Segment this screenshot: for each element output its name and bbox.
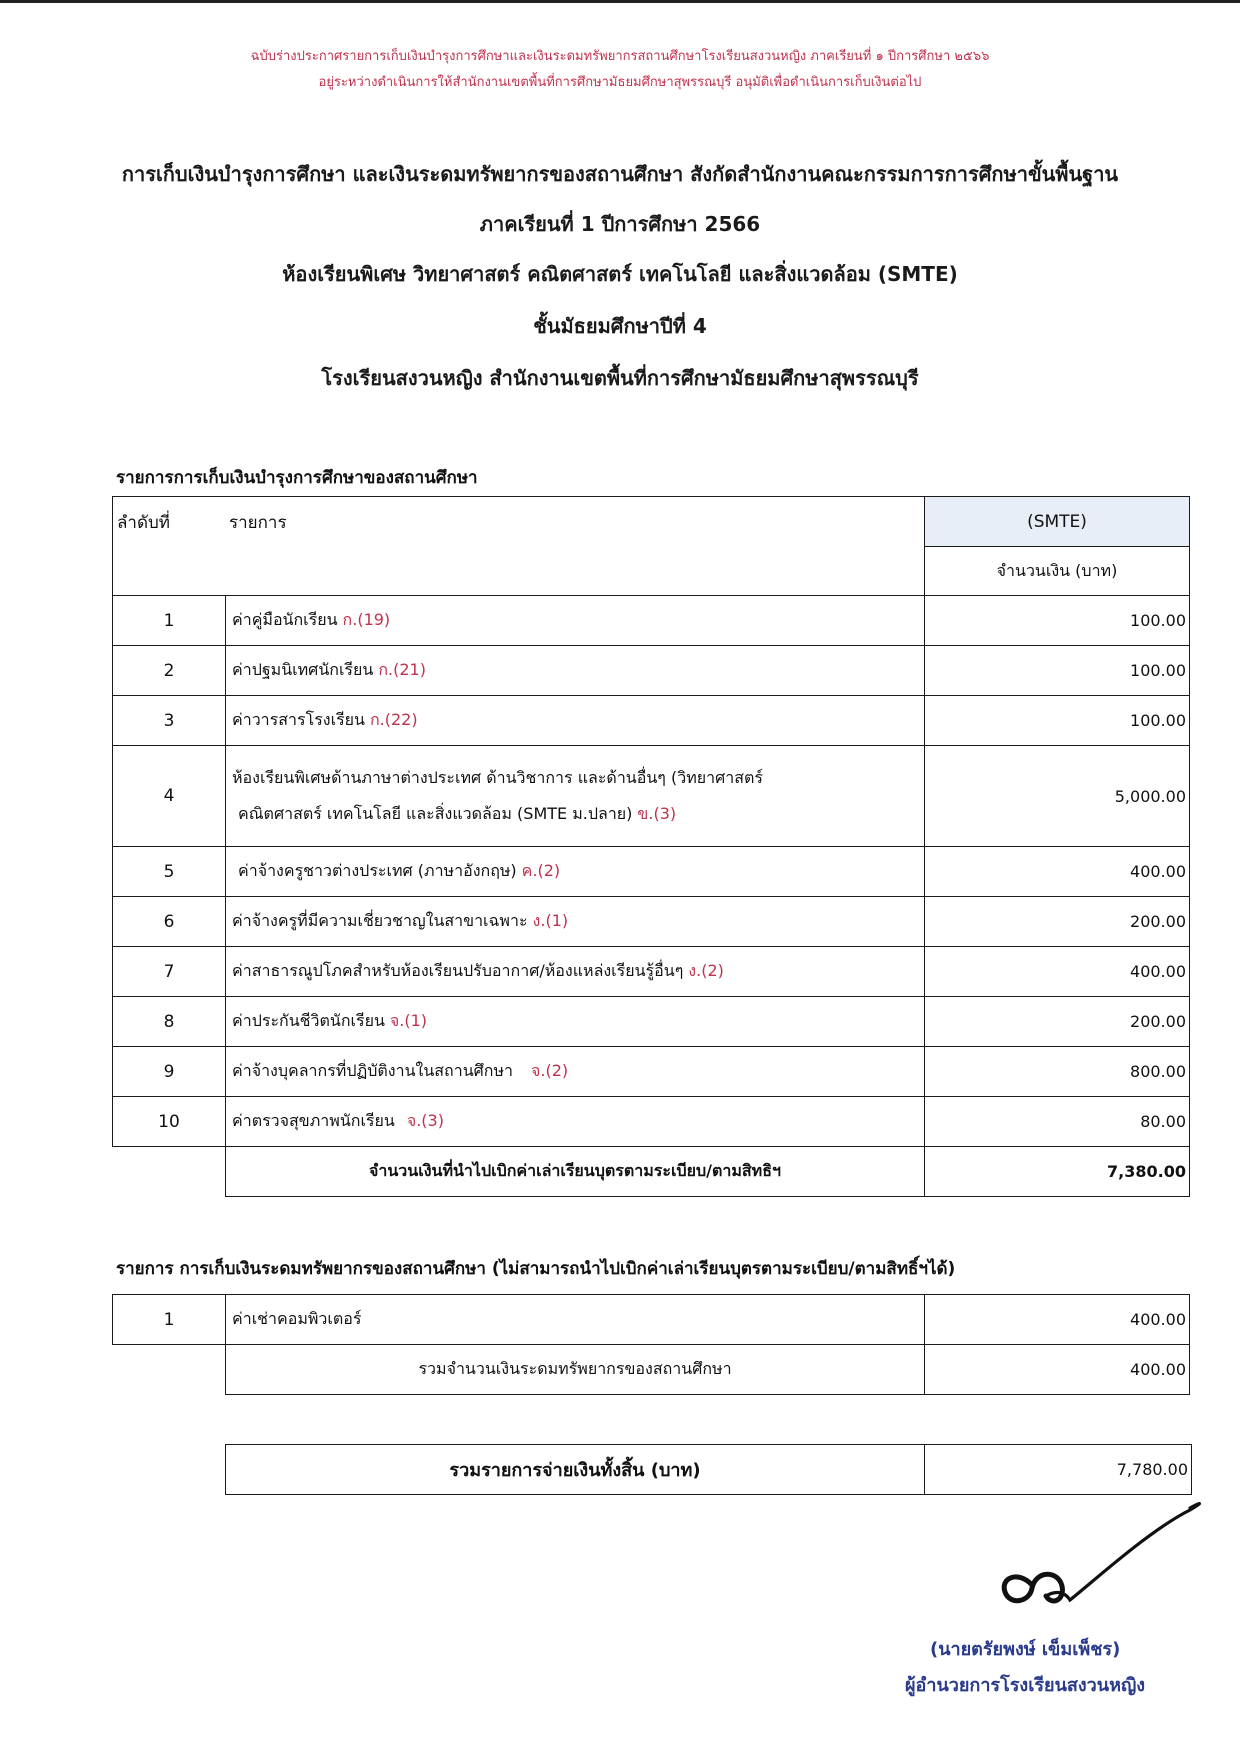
grand-total-label: รวมรายการจ่ายเงินทั้งสิ้น (บาท) — [225, 1444, 925, 1495]
row-no: 2 — [112, 645, 226, 696]
resources-subtotal-row — [112, 1344, 1190, 1395]
header-program: (SMTE) — [924, 496, 1190, 547]
header-item: รายการ — [229, 513, 287, 533]
signatory-position: ผู้อำนวยการโรงเรียนสงวนหญิง — [905, 1675, 1146, 1696]
heading-line-4: ชั้นมัธยมศึกษาปีที่ 4 — [533, 314, 707, 338]
row-item — [225, 1096, 925, 1147]
table-row — [112, 645, 1190, 696]
row-item — [225, 896, 925, 947]
row-amount: 80.00 — [924, 1096, 1190, 1147]
row-amount: 200.00 — [924, 996, 1190, 1047]
row-code: ค.(2) — [521, 861, 561, 880]
table-row — [112, 1046, 1190, 1097]
row-amount: 800.00 — [924, 1046, 1190, 1097]
row-item — [225, 595, 925, 646]
fees-table-header — [112, 496, 1190, 596]
signatory-name: (นายตรัยพงษ์ เข็มเพ็ชร) — [930, 1639, 1121, 1660]
row-code: ข.(3) — [637, 804, 677, 823]
top-edge-line — [0, 0, 1240, 3]
fees-table-total-row — [112, 1146, 1190, 1197]
row-code: จ.(3) — [406, 1111, 444, 1130]
row-no: 7 — [112, 946, 226, 997]
handwritten-signature-icon — [860, 1420, 1220, 1620]
table-row — [112, 1294, 1190, 1345]
row-no: 1 — [112, 595, 226, 646]
row-item — [225, 946, 925, 997]
row-no: 5 — [112, 846, 226, 897]
row-amount: 400.00 — [924, 846, 1190, 897]
row-no: 9 — [112, 1046, 226, 1097]
row-item-text: ค่าจ้างบุคลากรที่ปฏิบัติงานในสถานศึกษา — [232, 1061, 514, 1080]
row-item — [225, 1046, 925, 1097]
row-item-line-2: คณิตศาสตร์ เทคโนโลยี และสิ่งแวดล้อม (SMTE ม.ปลาย) — [238, 804, 633, 823]
row-item-text: ค่าวารสารโรงเรียน — [232, 710, 365, 729]
row-no: 1 — [112, 1294, 226, 1345]
row-item-text: ค่าจ้างครูที่มีความเชี่ยวชาญในสาขาเฉพาะ — [232, 911, 528, 930]
table-row — [112, 846, 1190, 897]
row-item-text: ค่าปฐมนิเทศนักเรียน — [232, 660, 374, 679]
header-no: ลำดับที่ — [117, 513, 171, 533]
total-amount: 7,380.00 — [924, 1146, 1190, 1197]
row-code: จ.(2) — [531, 1061, 569, 1080]
draft-notice-line-1: ฉบับร่างประกาศรายการเก็บเงินบำรุงการศึกษาและเงินระดมทรัพยากรสถานศึกษาโรงเรียนสงวนหญิง ภาคเรียนที่ ๑ ปีการศึกษา ๒๕๖๖ — [250, 49, 990, 64]
section-2-title: รายการ การเก็บเงินระดมทรัพยากรของสถานศึกษา (ไม่สามารถนำไปเบิกค่าเล่าเรียนบุตรตามระเบียบ/ตามสิทธิ์ฯได้) — [116, 1259, 956, 1279]
row-item — [225, 745, 925, 847]
row-amount: 100.00 — [924, 645, 1190, 696]
row-code: จ.(1) — [389, 1011, 428, 1030]
row-code: ง.(2) — [688, 961, 724, 980]
row-amount: 5,000.00 — [924, 745, 1190, 847]
row-item-line-1: ห้องเรียนพิเศษด้านภาษาต่างประเทศ ด้านวิชาการ และด้านอื่นๆ (วิทยาศาสตร์ — [232, 768, 763, 787]
header-left-cell — [112, 496, 925, 596]
table-row — [112, 896, 1190, 947]
row-amount: 400.00 — [924, 946, 1190, 997]
row-item — [225, 846, 925, 897]
table-row — [112, 695, 1190, 746]
heading-line-1: การเก็บเงินบำรุงการศึกษา และเงินระดมทรัพยากรของสถานศึกษา สังกัดสำนักงานคณะกรรมการการศึกษาขั้นพื้นฐาน — [121, 162, 1119, 186]
row-code: ง.(1) — [532, 911, 569, 930]
draft-notice — [0, 44, 1240, 96]
row-item-text: ค่าประกันชีวิตนักเรียน — [232, 1011, 385, 1030]
table-row — [112, 1096, 1190, 1147]
heading-line-2: ภาคเรียนที่ 1 ปีการศึกษา 2566 — [479, 212, 761, 236]
row-item-line-2-wrap — [232, 796, 676, 832]
section-1-title: รายการการเก็บเงินบำรุงการศึกษาของสถานศึกษา — [116, 468, 478, 488]
heading-line-3: ห้องเรียนพิเศษ วิทยาศาสตร์ คณิตศาสตร์ เทคโนโลยี และสิ่งแวดล้อม (SMTE) — [282, 262, 958, 286]
table-row — [112, 946, 1190, 997]
table-row — [112, 996, 1190, 1047]
row-amount: 200.00 — [924, 896, 1190, 947]
row-code: ก.(19) — [342, 610, 391, 629]
row-no: 10 — [112, 1096, 226, 1147]
row-no: 4 — [112, 745, 226, 847]
row-amount: 100.00 — [924, 695, 1190, 746]
table-row — [112, 595, 1190, 646]
total-label: จำนวนเงินที่นำไปเบิกค่าเล่าเรียนบุตรตามระเบียบ/ตามสิทธิฯ — [225, 1146, 925, 1197]
row-code: ก.(21) — [378, 660, 426, 679]
row-item: ค่าเช่าคอมพิวเตอร์ — [225, 1294, 925, 1345]
row-item-text: ค่าสาธารณูปโภคสำหรับห้องเรียนปรับอากาศ/ห้องแหล่งเรียนรู้อื่นๆ — [232, 961, 684, 980]
row-item — [225, 695, 925, 746]
subtotal-amount: 400.00 — [924, 1344, 1190, 1395]
table-row — [112, 745, 1190, 847]
row-item-text: ค่าจ้างครูชาวต่างประเทศ (ภาษาอังกฤษ) — [238, 861, 517, 880]
row-amount: 100.00 — [924, 595, 1190, 646]
row-no: 6 — [112, 896, 226, 947]
row-item-text: ค่าตรวจสุขภาพนักเรียน — [232, 1111, 395, 1130]
row-no: 8 — [112, 996, 226, 1047]
grand-total-amount: 7,780.00 — [924, 1444, 1192, 1495]
header-amount: จำนวนเงิน (บาท) — [924, 546, 1190, 596]
subtotal-label: รวมจำนวนเงินระดมทรัพยากรของสถานศึกษา — [225, 1344, 925, 1395]
draft-notice-line-2: อยู่ระหว่างดำเนินการให้สำนักงานเขตพื้นที่การศึกษามัธยมศึกษาสุพรรณบุรี อนุมัติเพื่อดำเนินการเก็บเงินต่อไป — [318, 75, 922, 90]
row-amount: 400.00 — [924, 1294, 1190, 1345]
row-item — [225, 996, 925, 1047]
row-code: ก.(22) — [369, 710, 418, 729]
row-no: 3 — [112, 695, 226, 746]
heading-line-5: โรงเรียนสงวนหญิง สำนักงานเขตพื้นที่การศึกษามัธยมศึกษาสุพรรณบุรี — [321, 366, 919, 390]
row-item-text: ค่าคู่มือนักเรียน — [232, 610, 338, 629]
row-item — [225, 645, 925, 696]
